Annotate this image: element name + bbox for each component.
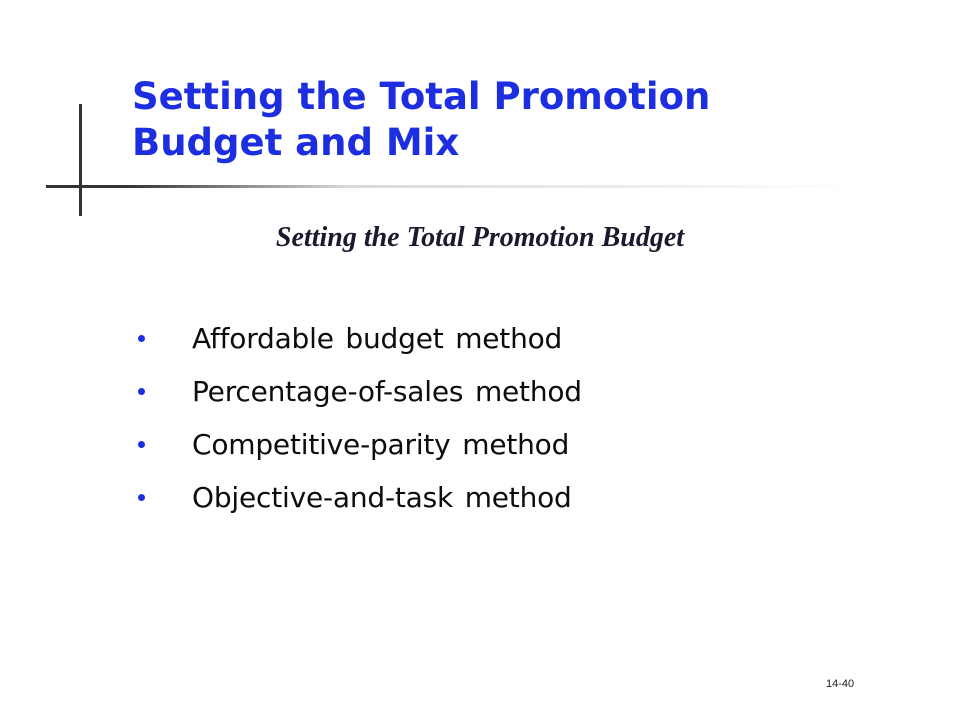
slide-subtitle: Setting the Total Promotion Budget [275, 222, 685, 253]
slide-subtitle-container [0, 218, 960, 258]
bullet-item [138, 418, 582, 471]
bullet-dot-icon [138, 388, 145, 395]
slide-title-line-1: Setting the Total Promotion [132, 75, 711, 118]
bullet-dot-icon [138, 335, 145, 342]
bullet-text: Affordable budget method [192, 321, 563, 355]
bullet-text: Objective-and-task method [192, 480, 572, 514]
bullet-dot-icon [138, 441, 145, 448]
bullet-item [138, 365, 582, 418]
horizontal-accent-rule [46, 185, 860, 188]
vertical-accent-rule [79, 104, 82, 216]
bullet-item [138, 312, 582, 365]
bullet-text: Percentage-of-sales method [192, 374, 582, 408]
slide-title [132, 74, 892, 166]
slide-title-line-2: Budget and Mix [132, 121, 460, 164]
bullet-text: Competitive-parity method [192, 427, 570, 461]
bullet-item [138, 471, 582, 524]
bullet-list [138, 312, 582, 524]
bullet-dot-icon [138, 494, 145, 501]
slide-number: 14-40 [826, 678, 855, 690]
